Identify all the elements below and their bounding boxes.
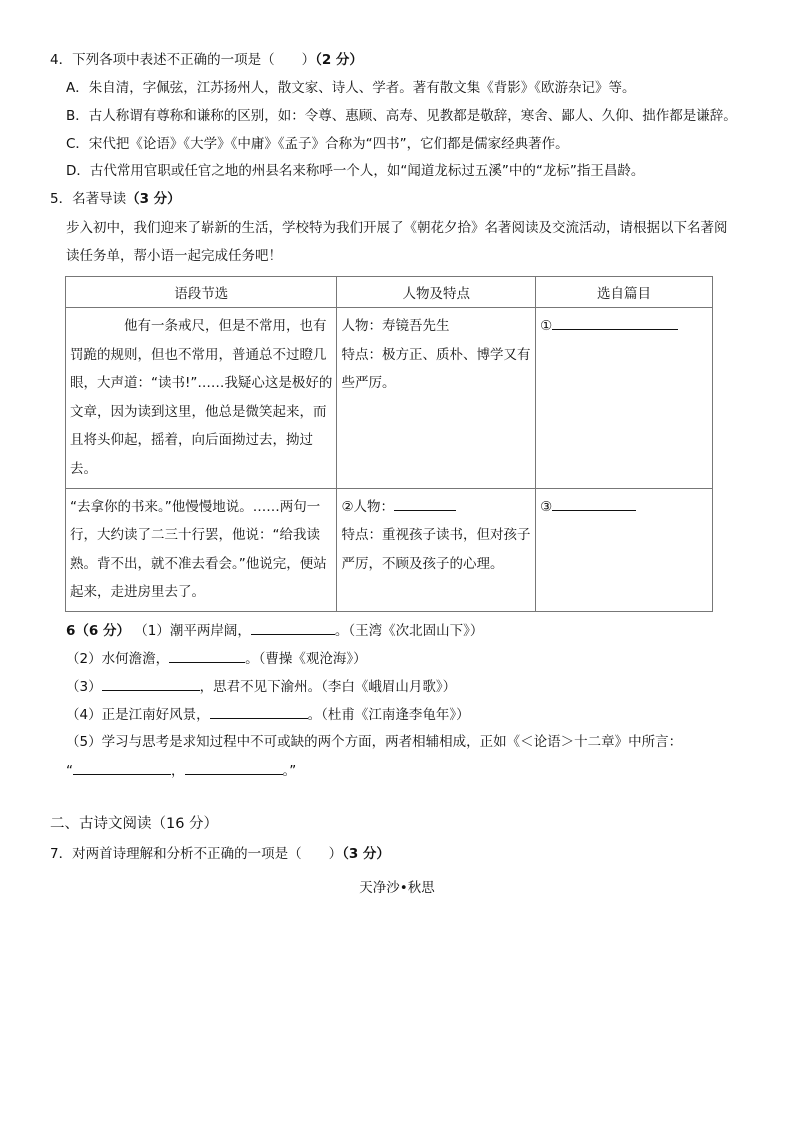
q6-item-1-pre: （1）潮平两岸阔， xyxy=(134,623,251,639)
q6-item-1-post: 。（王湾《次北固山下》） xyxy=(334,623,484,639)
person-trait: 特点：极方正、质朴、博学又有些严厉。 xyxy=(341,346,531,392)
source-mark: ① xyxy=(540,318,553,334)
answer-blank[interactable] xyxy=(552,315,678,330)
q6-item-2-pre: （2）水何澹澹， xyxy=(66,651,170,667)
header-person: 人物及特点 xyxy=(337,277,536,308)
q4-option-b: B．古人称谓有尊称和谦称的区别，如：令尊、惠顾、高寿、见教都是敬辞，寒舍、鄙人、久仰、拙作都是谦辞。 xyxy=(66,108,737,124)
q5-intro-line2: 读任务单，帮小语一起完成任务吧！ xyxy=(66,248,282,264)
q4-stem-text: 4．下列各项中表述不正确的一项是（ ） xyxy=(50,52,316,68)
q6-stem: 6（6 分） xyxy=(66,623,130,639)
q6-item-1 xyxy=(66,620,483,641)
poem-title: 天净沙•秋思 xyxy=(359,880,435,896)
excerpt-cell: 他有一条戒尺，但是不常用，也有罚跪的规则，但也不常用，普通总不过瞪几眼，大声道：“读书!”……我疑心这是极好的文章，因为读到这里，他总是微笑起来，而且将头仰起，摇着，向后面拗过去，拗过去。 xyxy=(66,308,337,489)
q6-item-4 xyxy=(66,704,470,725)
q6-item-4-post: 。（杜甫《江南逢李龟年》） xyxy=(307,707,470,723)
q7-stem xyxy=(50,844,390,864)
q4-option-c: C．宋代把《论语》《大学》《中庸》《孟子》合称为“四书”，它们都是儒家经典著作。 xyxy=(66,136,569,152)
table-row xyxy=(66,308,713,489)
header-source: 选自篇目 xyxy=(536,277,713,308)
answer-blank[interactable] xyxy=(102,676,200,691)
answer-blank[interactable] xyxy=(73,760,171,775)
person-trait: 特点：重视孩子读书，但对孩子严厉，不顾及孩子的心理。 xyxy=(341,527,531,572)
q7-score: （3 分） xyxy=(342,846,390,862)
q5-score: （3 分） xyxy=(126,191,181,207)
header-excerpt: 语段节选 xyxy=(66,277,337,308)
source-cell xyxy=(536,488,713,611)
q6-item-5-comma: ， xyxy=(171,763,185,779)
q5-intro-line1: 步入初中，我们迎来了崭新的生活，学校特为我们开展了《朝花夕拾》名著阅读及交流活动，请根据以下名著阅 xyxy=(66,220,728,236)
source-cell xyxy=(536,308,713,489)
q7-stem-text: 7．对两首诗理解和分析不正确的一项是（ ） xyxy=(50,846,343,862)
q5-stem-text: 5．名著导读 xyxy=(50,191,127,207)
q6-item-5-line2 xyxy=(66,760,296,781)
table-row xyxy=(66,488,713,611)
answer-blank[interactable] xyxy=(552,496,636,511)
q6-item-3-post: ，思君不见下渝州。（李白《峨眉山月歌》） xyxy=(199,679,457,695)
person-name: 人物：寿镜吾先生 xyxy=(341,318,450,334)
q6-item-3-pre: （3） xyxy=(66,679,102,695)
table-header-row xyxy=(66,277,713,308)
section-2-title: 二、古诗文阅读（16 分） xyxy=(50,816,219,832)
reading-task-table xyxy=(65,276,713,612)
answer-blank[interactable] xyxy=(210,704,308,719)
q4-option-a: A．朱自清，字佩弦，江苏扬州人，散文家、诗人、学者。著有散文集《背影》《欧游杂记》等。 xyxy=(66,80,636,96)
q6-item-2-post: 。（曹操《观沧海》） xyxy=(245,651,367,667)
q6-item-2 xyxy=(66,648,367,669)
answer-blank[interactable] xyxy=(251,620,335,635)
q4-option-d: D．古代常用官职或任官之地的州县名来称呼一个人，如“闻道龙标过五溪”中的“龙标”指王昌龄。 xyxy=(66,163,645,179)
excerpt-cell: “去拿你的书来。”他慢慢地说。……两句一行，大约读了二三十行罢，他说：“给我读熟。背不出，就不准去看会。”他说完，便站起来，走进房里去了。 xyxy=(66,488,337,611)
q6-item-5-open: “ xyxy=(66,763,73,779)
q6-item-5-line1: （5）学习与思考是求知过程中不可或缺的两个方面，两者相辅相成，正如《＜论语＞十二章》中所言： xyxy=(66,734,683,750)
q5-stem xyxy=(50,189,181,209)
q4-score: （2 分） xyxy=(315,52,363,68)
source-mark: ③ xyxy=(540,498,553,515)
person-cell xyxy=(337,488,536,611)
person-cell xyxy=(337,308,536,489)
answer-blank[interactable] xyxy=(394,496,456,511)
person-label: ②人物： xyxy=(341,498,395,515)
q6-item-5-close: 。” xyxy=(282,763,297,779)
q6-item-4-pre: （4）正是江南好风景， xyxy=(66,707,210,723)
person-name xyxy=(341,493,531,522)
answer-blank[interactable] xyxy=(169,648,245,663)
answer-blank[interactable] xyxy=(185,760,283,775)
q6-item-3 xyxy=(66,676,456,697)
q4-stem xyxy=(50,50,363,70)
